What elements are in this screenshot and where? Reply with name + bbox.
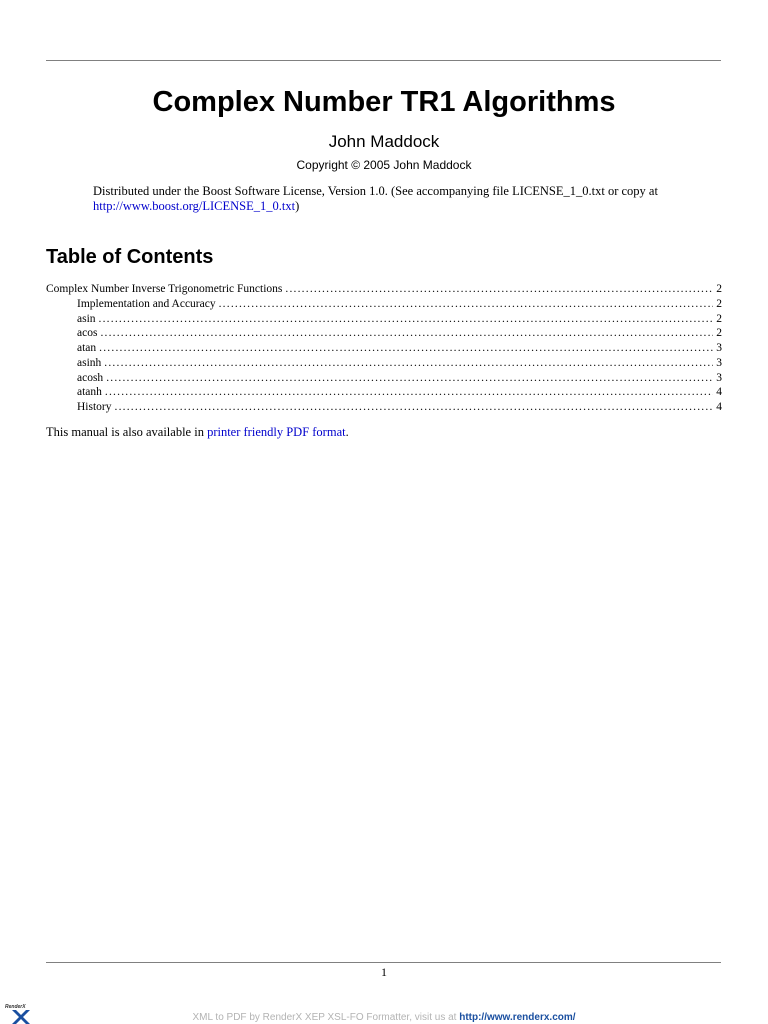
toc-entry-page[interactable]: 4 (716, 401, 722, 413)
manual-note-suffix: . (345, 425, 349, 439)
toc-leader (100, 326, 713, 341)
toc-entry[interactable] (46, 371, 722, 386)
license-close: ) (295, 199, 300, 213)
toc-entry-label[interactable]: History (77, 401, 112, 413)
table-of-contents (46, 282, 722, 415)
toc-entry-label[interactable]: asinh (77, 356, 102, 369)
toc-entry[interactable] (46, 356, 722, 371)
manual-note (46, 424, 349, 440)
renderx-link[interactable]: http://www.renderx.com/ (459, 1012, 576, 1023)
toc-entry[interactable] (46, 385, 722, 400)
toc-entry-label[interactable]: acos (77, 327, 98, 340)
toc-leader (115, 400, 714, 415)
toc-entry[interactable] (46, 312, 722, 327)
copyright-notice: Copyright © 2005 John Maddock (296, 158, 472, 172)
toc-entry-label[interactable]: atan (77, 342, 97, 354)
toc-entry-page[interactable]: 2 (716, 297, 722, 310)
footer-text: XML to PDF by RenderX XEP XSL-FO Formatter, visit us at (192, 1012, 460, 1023)
toc-entry-label[interactable]: Complex Number Inverse Trigonometric Functions (46, 283, 283, 295)
document-title: Complex Number TR1 Algorithms (152, 86, 616, 118)
toc-entry[interactable] (46, 282, 722, 297)
toc-entry[interactable] (46, 341, 722, 356)
toc-heading: Table of Contents (46, 246, 214, 268)
toc-leader (105, 385, 713, 400)
toc-leader (219, 297, 714, 312)
toc-entry-page[interactable]: 2 (716, 312, 722, 325)
footer-rule (46, 962, 721, 963)
license-link[interactable]: http://www.boost.org/LICENSE_1_0.txt (93, 199, 296, 213)
toc-leader (104, 356, 713, 371)
toc-entry[interactable] (46, 326, 722, 341)
toc-entry-label[interactable]: atanh (77, 386, 102, 399)
license-text: Distributed under the Boost Software License, Version 1.0. (See accompanying file LICENSE_1_0.txt or copy at (93, 184, 658, 198)
toc-entry-page[interactable]: 4 (716, 386, 722, 399)
toc-leader (106, 371, 713, 386)
toc-entry-page[interactable]: 3 (716, 356, 722, 369)
toc-entry-page[interactable]: 2 (716, 327, 722, 340)
toc-entry-page[interactable]: 2 (716, 283, 722, 295)
logo-wordmark: RenderX (5, 1004, 26, 1010)
toc-leader (285, 282, 713, 297)
toc-entry-label[interactable]: acosh (77, 371, 104, 384)
toc-entry-label[interactable]: asin (77, 312, 96, 325)
footer-credit (0, 1011, 768, 1024)
toc-entry-label[interactable]: Implementation and Accuracy (77, 297, 216, 310)
document-author: John Maddock (328, 132, 440, 151)
manual-note-prefix: This manual is also available in (46, 425, 208, 439)
toc-entry-page[interactable]: 3 (716, 371, 722, 384)
toc-leader (99, 341, 713, 356)
license-notice (93, 184, 723, 214)
pdf-format-link[interactable]: printer friendly PDF format (207, 425, 346, 439)
page-number: 1 (381, 965, 387, 979)
toc-entry[interactable] (46, 297, 722, 312)
toc-leader (99, 312, 714, 327)
toc-entry[interactable] (46, 400, 722, 415)
header-rule (46, 60, 721, 61)
toc-entry-page[interactable]: 3 (716, 342, 722, 354)
